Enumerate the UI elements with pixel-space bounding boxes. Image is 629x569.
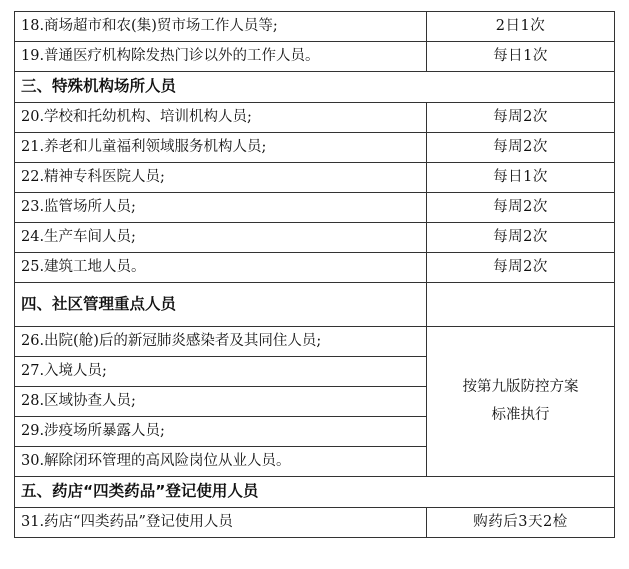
row-item-29: 29.涉疫场所暴露人员; (15, 417, 427, 447)
row-item-20: 20.学校和托幼机构、培训机构人员; (15, 103, 427, 133)
table-row (15, 253, 615, 283)
section-row (15, 477, 615, 508)
section-row (15, 72, 615, 103)
testing-frequency-table (14, 11, 615, 538)
testing-frequency-table-container (14, 11, 614, 538)
row-item-22: 22.精神专科医院人员; (15, 163, 427, 193)
row-freq-21: 每周2次 (427, 133, 615, 163)
merged-freq-cell (427, 327, 615, 477)
row-freq-18: 2日1次 (427, 12, 615, 42)
row-freq-22: 每日1次 (427, 163, 615, 193)
section-title-4: 四、社区管理重点人员 (15, 283, 427, 327)
row-item-26: 26.出院(舱)后的新冠肺炎感染者及其同住人员; (15, 327, 427, 357)
row-freq-31: 购药后3天2检 (427, 508, 615, 538)
table-row (15, 133, 615, 163)
row-item-23: 23.监管场所人员; (15, 193, 427, 223)
table-row (15, 163, 615, 193)
table-row (15, 327, 615, 357)
row-item-19: 19.普通医疗机构除发热门诊以外的工作人员。 (15, 42, 427, 72)
table-row (15, 103, 615, 133)
row-item-28: 28.区域协查人员; (15, 387, 427, 417)
row-item-21: 21.养老和儿童福利领域服务机构人员; (15, 133, 427, 163)
row-item-25: 25.建筑工地人员。 (15, 253, 427, 283)
section-title-5: 五、药店“四类药品”登记使用人员 (15, 477, 615, 508)
table-row (15, 193, 615, 223)
section-4-empty-cell (427, 283, 615, 327)
row-freq-23: 每周2次 (427, 193, 615, 223)
row-freq-20: 每周2次 (427, 103, 615, 133)
row-freq-19: 每日1次 (427, 42, 615, 72)
table-row (15, 223, 615, 253)
row-freq-25: 每周2次 (427, 253, 615, 283)
row-item-31: 31.药店“四类药品”登记使用人员 (15, 508, 427, 538)
table-row (15, 12, 615, 42)
section-title-3: 三、特殊机构场所人员 (15, 72, 615, 103)
row-item-24: 24.生产车间人员; (15, 223, 427, 253)
table-row (15, 508, 615, 538)
merged-freq-line2: 标准执行 (491, 406, 550, 423)
section-row (15, 283, 615, 327)
row-item-18: 18.商场超市和农(集)贸市场工作人员等; (15, 12, 427, 42)
merged-freq-line1: 按第九版防控方案 (462, 378, 579, 395)
row-item-30: 30.解除闭环管理的高风险岗位从业人员。 (15, 447, 427, 477)
row-item-27: 27.入境人员; (15, 357, 427, 387)
row-freq-24: 每周2次 (427, 223, 615, 253)
table-row (15, 42, 615, 72)
